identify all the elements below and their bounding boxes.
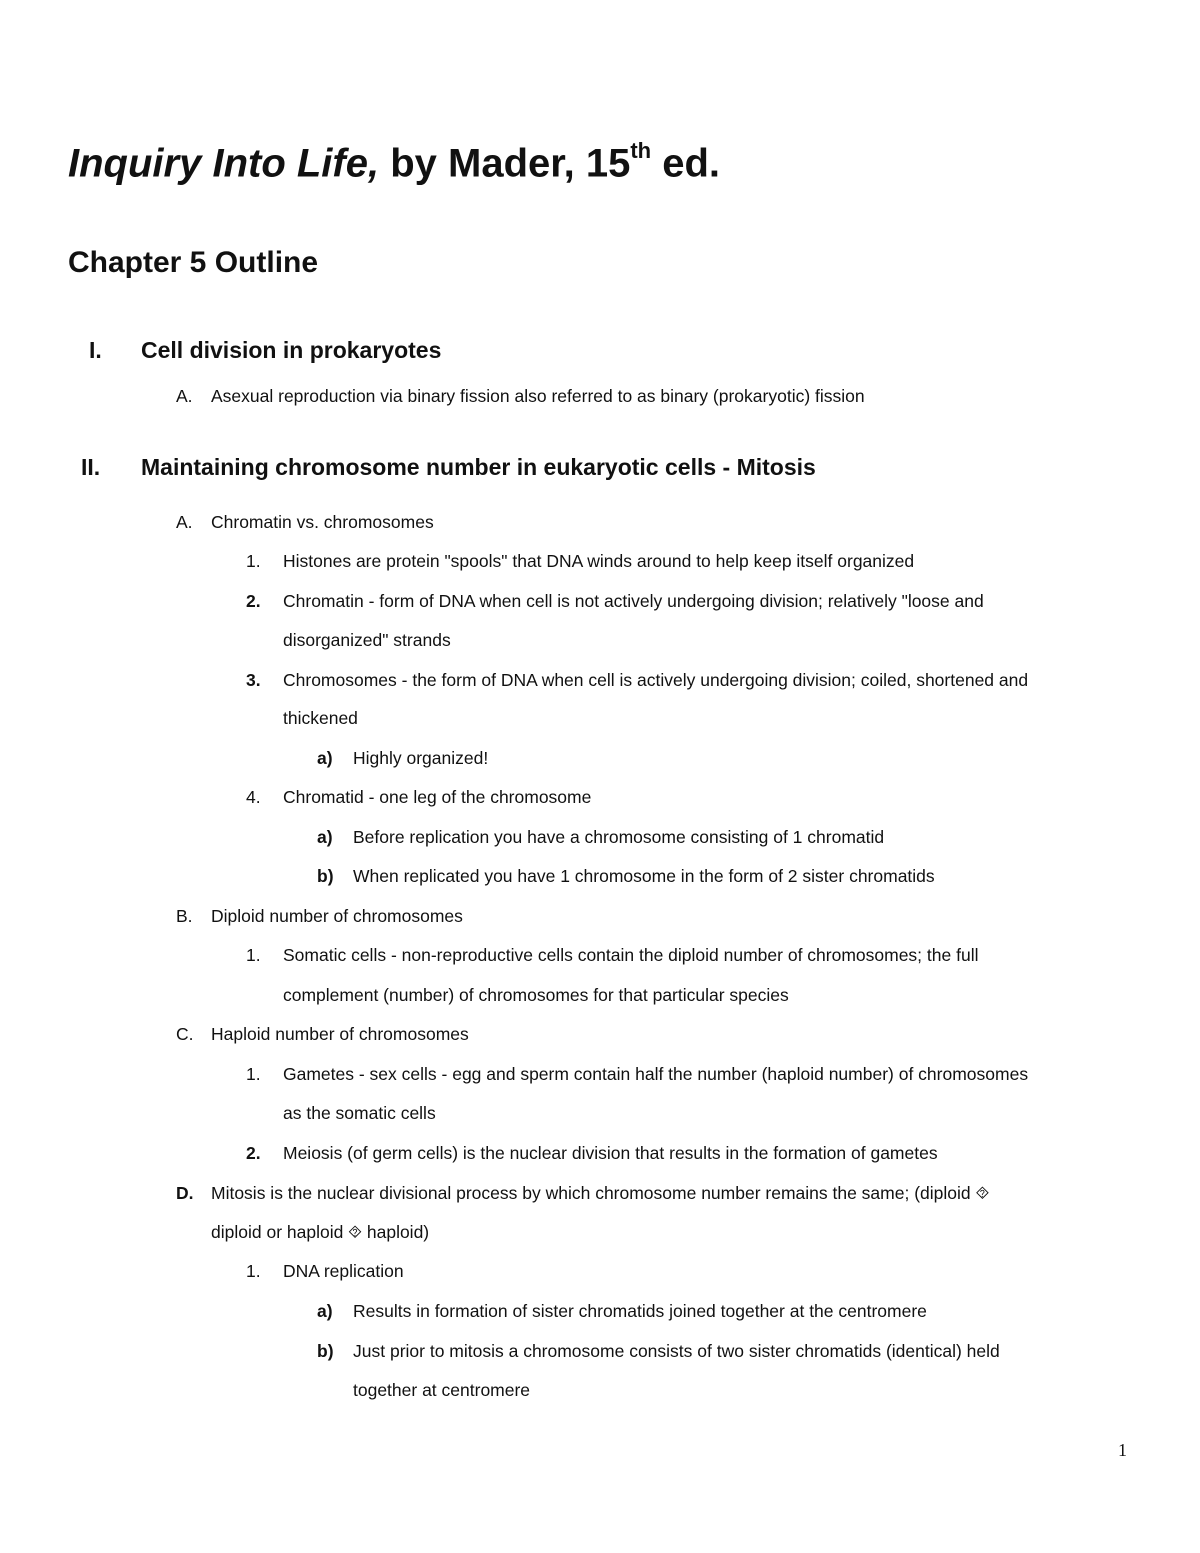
- outline-text: When replicated you have 1 chromosome in the form of 2 sister chromatids: [353, 866, 935, 886]
- outline-marker: C.: [176, 1024, 194, 1044]
- outline-text: disorganized" strands: [283, 630, 451, 650]
- outline-marker: 1.: [246, 945, 261, 965]
- section-number: II.: [81, 454, 101, 480]
- outline-text: Chromatin - form of DNA when cell is not actively undergoing division; relatively "loose and: [283, 591, 984, 611]
- outline-text: Haploid number of chromosomes: [211, 1024, 469, 1044]
- outline-text: Diploid number of chromosomes: [211, 906, 463, 926]
- outline-marker: A.: [176, 386, 193, 406]
- section-title: Cell division in prokaryotes: [141, 337, 442, 363]
- section-number: I.: [89, 337, 102, 363]
- outline-text: Histones are protein "spools" that DNA winds around to help keep itself organized: [283, 551, 915, 571]
- outline-text: Asexual reproduction via binary fission also referred to as binary (prokaryotic) fission: [211, 386, 865, 406]
- outline-text: complement (number) of chromosomes for that particular species: [283, 985, 789, 1005]
- outline-text: Chromosomes - the form of DNA when cell is actively undergoing division; coiled, shortened and: [283, 670, 1029, 690]
- title-book-name: Inquiry Into Life,: [68, 141, 380, 186]
- outline-text: Gametes - sex cells - egg and sperm contain half the number (haploid number) of chromosomes: [283, 1064, 1029, 1084]
- section-title: Maintaining chromosome number in eukaryotic cells - Mitosis: [141, 454, 816, 480]
- outline-text: diploid or haploid ⯑ haploid): [211, 1222, 430, 1242]
- outline-marker: 2.: [246, 1143, 261, 1163]
- outline-text: Just prior to mitosis a chromosome consists of two sister chromatids (identical) held: [353, 1341, 1000, 1361]
- outline-text: Chromatid - one leg of the chromosome: [283, 787, 592, 807]
- outline-text: Chromatin vs. chromosomes: [211, 512, 434, 532]
- outline-marker: 4.: [246, 787, 261, 807]
- outline-marker: a): [317, 1301, 333, 1321]
- title-author: by Mader, 15: [379, 141, 631, 186]
- outline-text: as the somatic cells: [283, 1103, 436, 1123]
- outline-text: Results in formation of sister chromatids joined together at the centromere: [353, 1301, 927, 1321]
- outline-marker: D.: [176, 1183, 194, 1203]
- outline-text: Somatic cells - non-reproductive cells contain the diploid number of chromosomes; the full: [283, 945, 979, 965]
- outline-marker: 3.: [246, 670, 261, 690]
- outline-marker: 1.: [246, 1261, 261, 1281]
- outline-text: DNA replication: [283, 1261, 404, 1281]
- outline-text: Mitosis is the nuclear divisional process by which chromosome number remains the same; (diploid ⯑: [211, 1183, 990, 1203]
- outline-text: Before replication you have a chromosome consisting of 1 chromatid: [353, 827, 885, 847]
- outline-marker: 1.: [246, 1064, 261, 1084]
- outline-marker: b): [317, 1341, 334, 1361]
- title-edition-end: ed.: [651, 141, 720, 186]
- outline-text: Meiosis (of germ cells) is the nuclear division that results in the formation of gametes: [283, 1143, 938, 1163]
- outline-marker: b): [317, 866, 334, 886]
- outline-marker: a): [317, 827, 333, 847]
- outline-marker: B.: [176, 906, 193, 926]
- outline-text: thickened: [283, 708, 358, 728]
- title-edition-suffix: th: [630, 138, 652, 163]
- page-number: 1: [1118, 1440, 1127, 1460]
- outline-marker: a): [317, 748, 333, 768]
- outline-text: together at centromere: [353, 1380, 531, 1400]
- outline-marker: A.: [176, 512, 193, 532]
- outline-marker: 1.: [246, 551, 261, 571]
- outline-text: Highly organized!: [353, 748, 489, 768]
- chapter-heading: Chapter 5 Outline: [68, 246, 319, 279]
- outline-marker: 2.: [246, 591, 261, 611]
- document-title: [68, 127, 720, 191]
